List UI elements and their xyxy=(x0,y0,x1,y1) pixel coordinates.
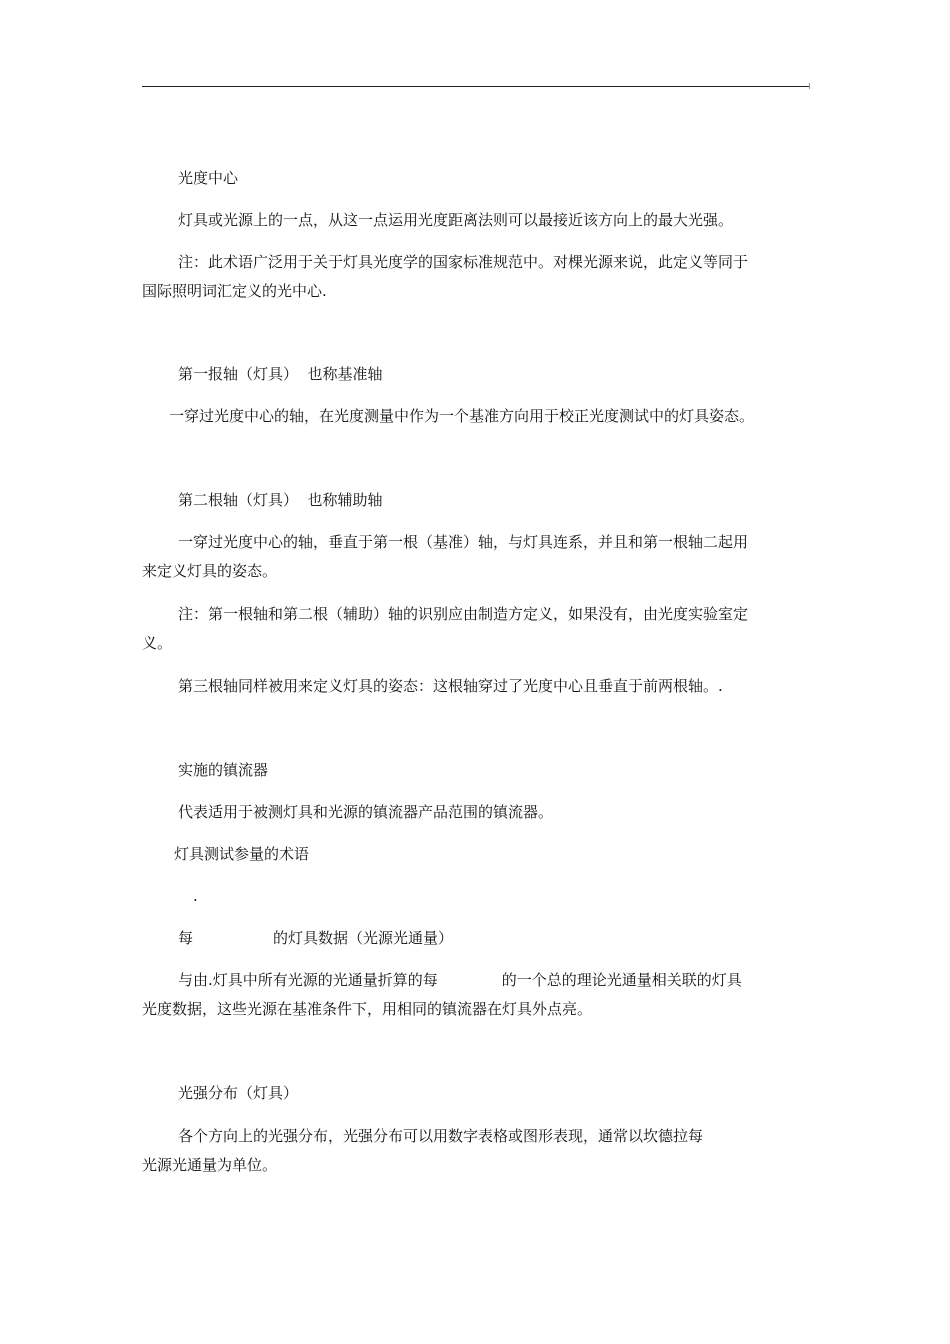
paragraph-text: 各个方向上的光强分布，光强分布可以用数字表格或图形表现，通常以坎德拉每 xyxy=(178,1127,704,1145)
paragraph-text: 光源光通量为单位。 xyxy=(142,1156,278,1174)
header-rule-tick xyxy=(809,83,810,89)
note-text: 义。 xyxy=(142,634,173,652)
note-text: 国际照明词汇定义的光中心. xyxy=(142,282,327,300)
note-text: 注：此术语广泛用于关于灯具光度学的国家标准规范中。对棵光源来说，此定义等同于 xyxy=(178,253,749,271)
section-title-first-axis: 第一报轴（灯具） 也称基准轴 xyxy=(178,365,383,383)
section-title-photometric-center: 光度中心 xyxy=(178,169,239,187)
title-part-b: 的灯具数据（光源光通量） xyxy=(273,929,454,947)
paragraph-text: 代表适用于被测灯具和光源的镇流器产品范围的镇流器。 xyxy=(178,803,554,821)
paragraph-text: 来定义灯具的姿态。 xyxy=(142,562,278,580)
section-title-luminaire-data xyxy=(178,928,453,948)
stray-dot: . xyxy=(193,887,198,905)
paragraph-text xyxy=(178,970,742,990)
paragraph-text: 光度数据，这些光源在基准条件下，用相同的镇流器在灯具外点亮。 xyxy=(142,1000,593,1018)
text-part-b: 的一个总的理论光通量相关联的灯具 xyxy=(501,971,742,989)
section-title-test-terms: 灯具测试参量的术语 xyxy=(174,845,310,863)
title-part-a: 每 xyxy=(178,929,194,947)
section-title-second-axis: 第二根轴（灯具） 也称辅助轴 xyxy=(178,491,383,509)
text-part-a: 与由.灯具中所有光源的光通量折算的每 xyxy=(178,971,438,989)
paragraph-text: 一穿过光度中心的轴，在光度测量中作为一个基准方向用于校正光度测试中的灯具姿态。 xyxy=(169,407,755,425)
note-text: 注：第一根轴和第二根（辅助）轴的识别应由制造方定义，如果没有，由光度实验室定 xyxy=(178,605,749,623)
section-title-intensity-distribution: 光强分布（灯具） xyxy=(178,1084,299,1102)
paragraph-text: 灯具或光源上的一点，从这一点运用光度距离法则可以最接近该方向上的最大光强。 xyxy=(178,211,734,229)
header-rule xyxy=(142,86,810,87)
paragraph-text: 一穿过光度中心的轴，垂直于第一根（基准）轴，与灯具连系，并且和第一根轴二起用 xyxy=(178,533,749,551)
paragraph-text: 第三根轴同样被用来定义灯具的姿态：这根轴穿过了光度中心且垂直于前两根轴。. xyxy=(178,677,723,695)
section-title-ballast: 实施的镇流器 xyxy=(178,761,269,779)
